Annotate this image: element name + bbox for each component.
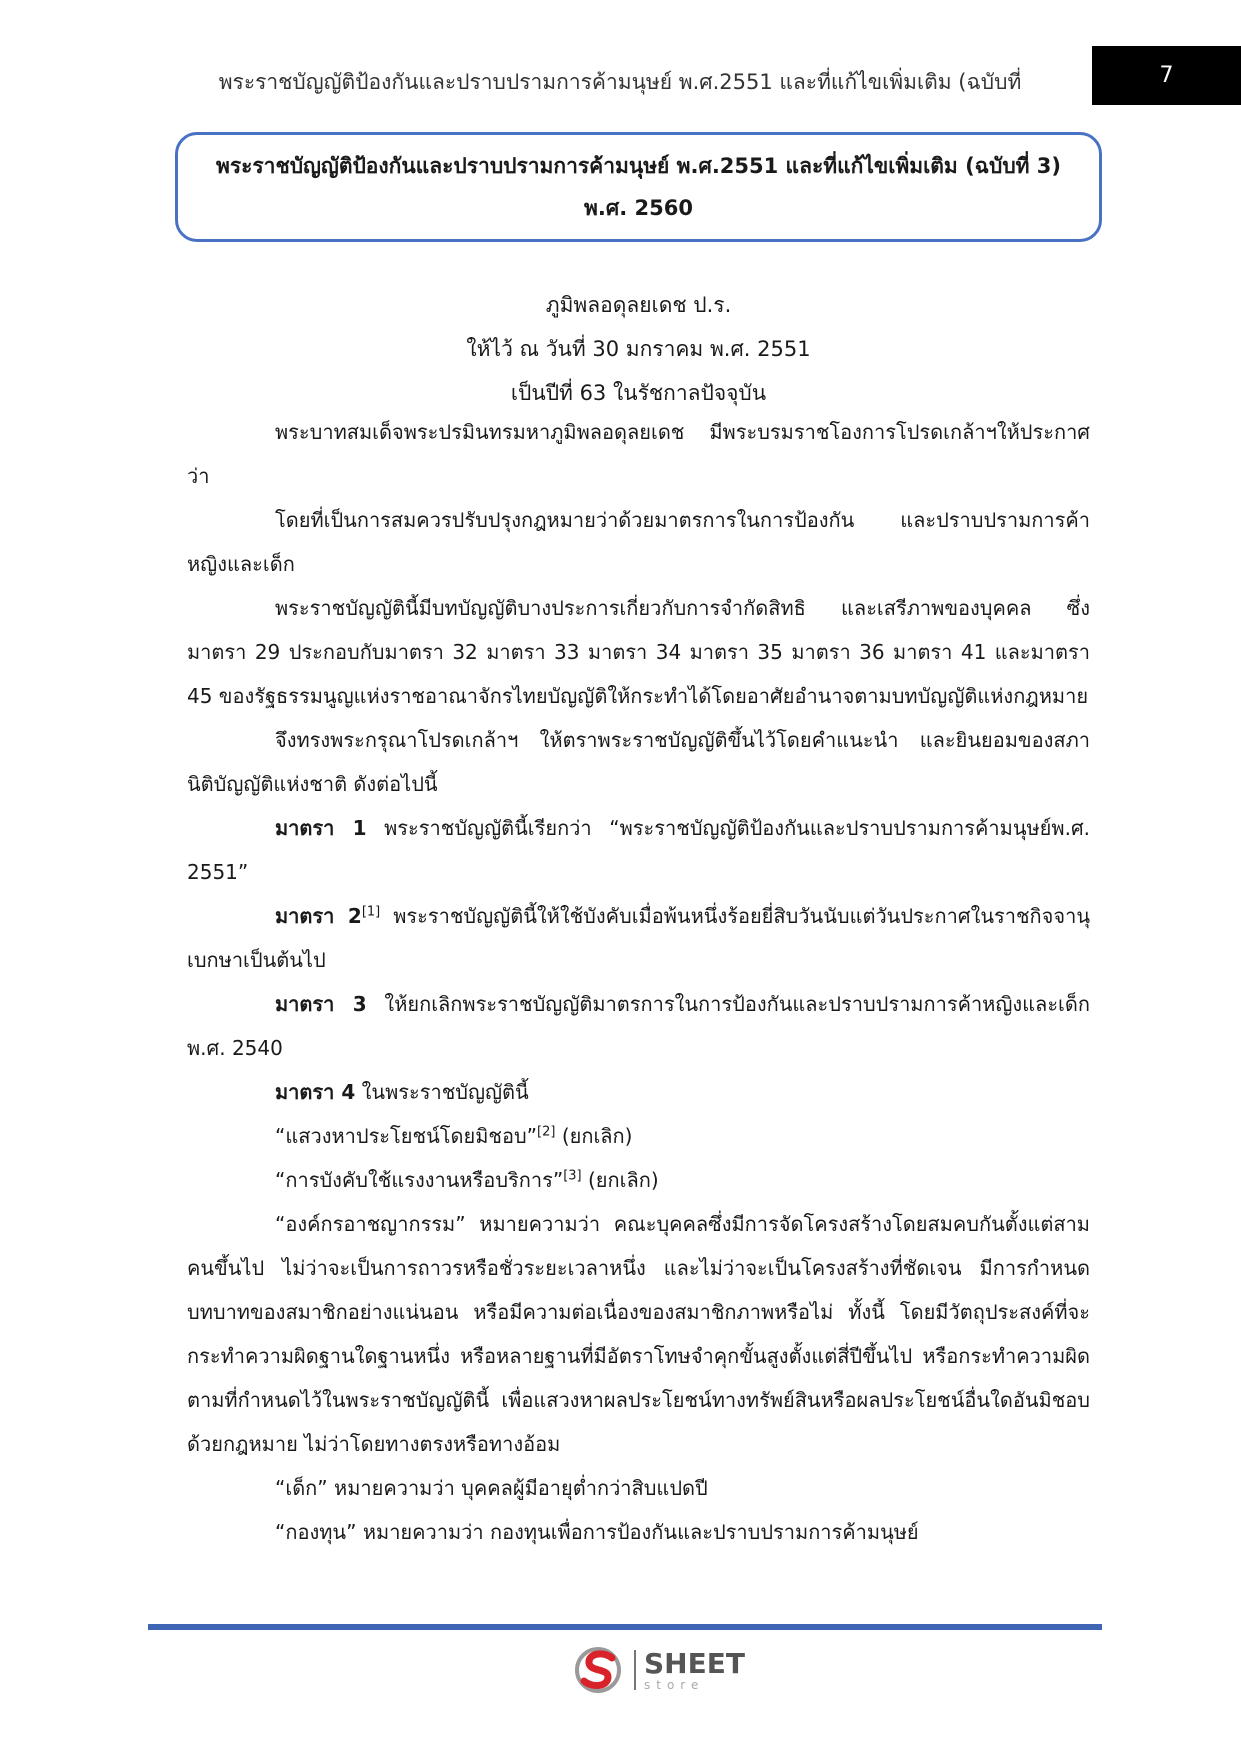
section-2 (187, 894, 1090, 982)
s-logo-icon (574, 1645, 626, 1695)
section-text: ในพระราชบัญญัตินี้ (361, 1080, 529, 1104)
footer-rule (148, 1624, 1102, 1630)
logo-divider (634, 1650, 636, 1690)
logo-wordmark: SHEET (644, 1646, 745, 1680)
preamble-paragraph: โดยที่เป็นการสมควรปรับปรุงกฎหมายว่าด้วยมาตรการในการป้องกัน และปราบปรามการค้าหญิงและเด็ก (187, 508, 1090, 576)
section-1 (187, 806, 1090, 894)
section-label: มาตรา 2 (275, 904, 362, 928)
section-label: มาตรา 3 (275, 992, 367, 1016)
footnote-ref[interactable]: [3] (563, 1168, 582, 1184)
section-label: มาตรา 4 (275, 1080, 356, 1104)
section-4 (187, 1070, 1090, 1114)
definition-status: (ยกเลิก) (587, 1168, 659, 1192)
document-title: พระราชบัญญัติป้องกันและปราบปรามการค้ามนุษย์ พ.ศ.2551 และที่แก้ไขเพิ่มเติม (ฉบับที่ 3) พ.ศ. 2560 (215, 154, 1062, 220)
section-label: มาตรา 1 (275, 816, 367, 840)
definition-item: “เด็ก” หมายความว่า บุคคลผู้มีอายุต่ำกว่าสิบแปดปี (275, 1476, 708, 1500)
definition-status: (ยกเลิก) (561, 1124, 633, 1148)
section-3 (187, 982, 1090, 1070)
sheet-store-logo (574, 1645, 745, 1695)
section-text: พระราชบัญญัตินี้เรียกว่า “พระราชบัญญัติป้องกันและปราบปรามการค้ามนุษย์พ.ศ. 2551” (187, 816, 1090, 884)
definition-term: “การบังคับใช้แรงงานหรือบริการ” (275, 1168, 564, 1192)
section-text: ให้ยกเลิกพระราชบัญญัติมาตรการในการป้องกันและปราบปรามการค้าหญิงและเด็ก พ.ศ. 2540 (187, 992, 1090, 1060)
definition-item: “องค์กรอาชญากรรม” หมายความว่า คณะบุคคลซึ่งมีการจัดโครงสร้างโดยสมคบกันตั้งแต่สามคนขึ้นไป ไม่ว่าจะเป็นการถาวรหรือชั่วระยะเวลาหนึ่ง และไม่ว่าจะเป็นโครงสร้างที่ชัดเจน มีการกำหนดบทบาทของสมาชิกอย่างแน่นอน หรือมีความต่อเนื่องของสมาชิกภาพหรือไม่ ทั้งนี้ โดยมีวัตถุประสงค์ที่จะกระทำความผิดฐานใดฐานหนึ่ง หรือหลายฐานที่มีอัตราโทษจำคุกขั้นสูงตั้งแต่สี่ปีขึ้นไป หรือกระทำความผิดตามที่กำหนดไว้ในพระราชบัญญัตินี้ เพื่อแสวงหาผลประโยชน์ทางทรัพย์สินหรือผลประโยชน์อื่นใดอันมิชอบด้วยกฎหมาย ไม่ว่าโดยทางตรงหรือทางอ้อม (187, 1212, 1090, 1456)
enactment-date: ให้ไว้ ณ วันที่ 30 มกราคม พ.ศ. 2551 (466, 337, 811, 361)
definition-item: “กองทุน” หมายความว่า กองทุนเพื่อการป้องกันและปราบปรามการค้ามนุษย์ (275, 1520, 919, 1544)
definition-term: “แสวงหาประโยชน์โดยมิชอบ” (275, 1124, 538, 1148)
preamble-paragraph: พระราชบัญญัตินี้มีบทบัญญัติบางประการเกี่ยวกับการจำกัดสิทธิ และเสรีภาพของบุคคล ซึ่งมาตรา 29 ประกอบกับมาตรา 32 มาตรา 33 มาตรา 34 มาตรา 35 มาตรา 36 มาตรา 41 และมาตรา 45 ของรัฐธรรมนูญแห่งราชอาณาจักรไทยบัญญัติให้กระทำได้โดยอาศัยอำนาจตามบทบัญญัติแห่งกฎหมาย (187, 596, 1090, 708)
royal-signature-block (187, 283, 1090, 415)
document-body (187, 410, 1090, 1554)
footnote-ref[interactable]: [2] (537, 1124, 556, 1140)
definition-item (187, 1114, 1090, 1158)
king-signature: ภูมิพลอดุลยเดช ป.ร. (545, 293, 732, 317)
running-header: พระราชบัญญัติป้องกันและปราบปรามการค้ามนุษย์ พ.ศ.2551 และที่แก้ไขเพิ่มเติม (ฉบับที่ (218, 70, 1022, 94)
preamble-paragraph: พระบาทสมเด็จพระปรมินทรมหาภูมิพลอดุลยเดช มีพระบรมราชโองการโปรดเกล้าฯให้ประกาศว่า (187, 420, 1090, 488)
reign-year: เป็นปีที่ 63 ในรัชกาลปัจจุบัน (510, 381, 767, 405)
document-title-box (175, 132, 1102, 242)
definition-item (187, 1158, 1090, 1202)
preamble-paragraph: จึงทรงพระกรุณาโปรดเกล้าฯ ให้ตราพระราชบัญญัติขึ้นไว้โดยคำแนะนำ และยินยอมของสภานิติบัญญัติแห่งชาติ ดังต่อไปนี้ (187, 728, 1090, 796)
section-text: พระราชบัญญัตินี้ให้ใช้บังคับเมื่อพ้นหนึ่งร้อยยี่สิบวันนับแต่วันประกาศในราชกิจจานุเบกษาเป็นต้นไป (187, 904, 1090, 972)
page-number: 7 (1092, 46, 1241, 105)
logo-subtext: store (644, 1677, 705, 1692)
footnote-ref[interactable]: [1] (361, 904, 381, 920)
